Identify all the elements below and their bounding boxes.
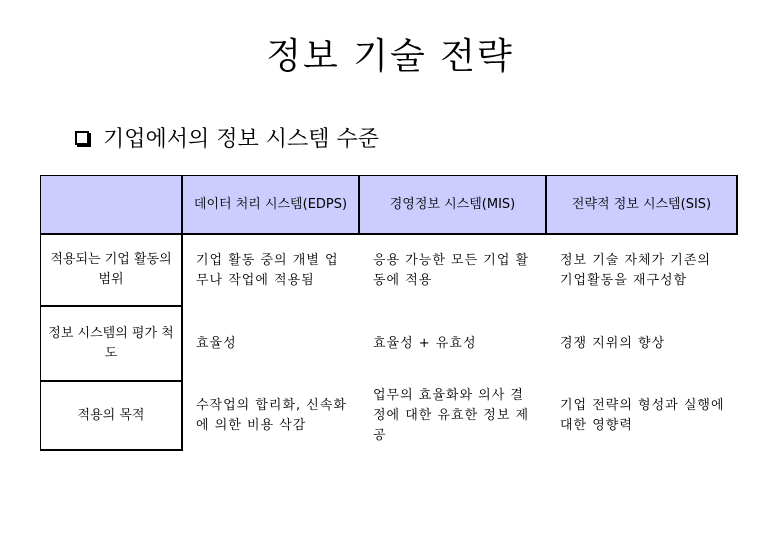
section-heading-text: 기업에서의 정보 시스템 수준: [103, 127, 380, 152]
cell-scope-edps: 기업 활동 중의 개별 업무나 작업에 적용됨: [196, 252, 339, 288]
row-label-scope: 적용되는 기업 활동의 범위: [40, 234, 183, 307]
checkbox-bullet-icon: [75, 131, 89, 145]
cell-purpose-mis: 업무의 효율화와 의사 결정에 대한 유효한 정보 제공: [373, 388, 530, 443]
section-heading: [75, 122, 379, 153]
cell-measure-mis: 효율성 + 유효성: [373, 336, 477, 351]
row-label-purpose: 적용의 목적: [40, 381, 183, 451]
header-edps: 데이터 처리 시스템(EDPS): [182, 175, 360, 235]
table-corner-cell: [40, 175, 183, 235]
cell-measure-sis: 경쟁 지위의 향상: [560, 336, 666, 351]
cell-purpose-edps: 수작업의 합리화, 신속화에 의한 비용 삭감: [196, 398, 347, 433]
cell-purpose-sis: 기업 전략의 형성과 실행에 대한 영향력: [560, 398, 725, 433]
cell-measure-edps: 효율성: [196, 336, 237, 351]
row-label-measure: 정보 시스템의 평가 척도: [40, 306, 183, 382]
header-mis: 경영정보 시스템(MIS): [359, 175, 547, 235]
page-title: 정보 기술 전략: [266, 36, 514, 77]
cell-scope-mis: 응용 가능한 모든 기업 활동에 적용: [373, 252, 530, 288]
header-sis: 전략적 정보 시스템(SIS): [546, 175, 738, 235]
cell-scope-sis: 정보 기술 자체가 기존의 기업활동을 재구성함: [560, 252, 711, 288]
